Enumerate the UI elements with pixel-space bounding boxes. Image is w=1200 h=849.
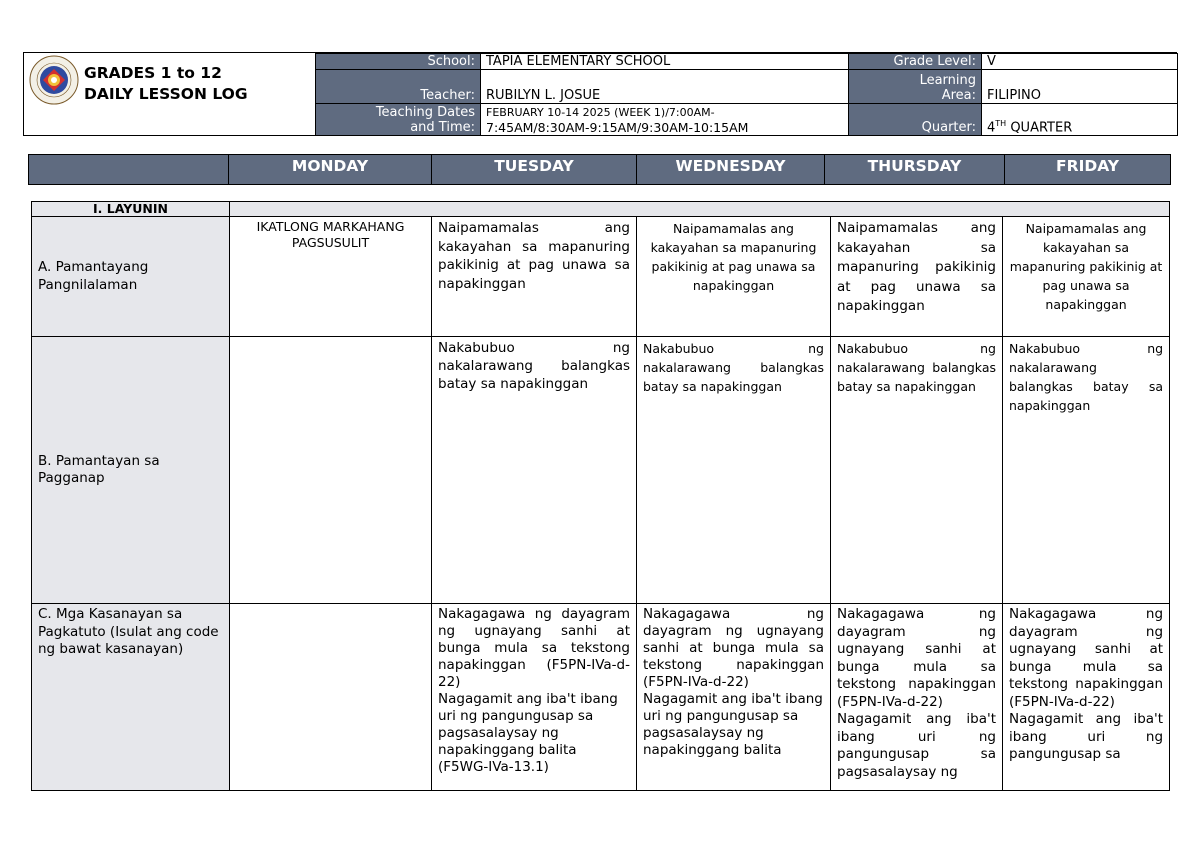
row-label-a: A. Pamantayang Pangnilalaman <box>32 217 230 337</box>
weekday-tuesday: TUESDAY <box>432 155 637 185</box>
weekday-monday: MONDAY <box>229 155 432 185</box>
cell-c-wednesday <box>637 604 831 791</box>
cell-c-tuesday-skill-2: Nagagamit ang iba't ibang uri ng pangungusap sa pagsasalaysay ng napakinggang balita (F5WG-IVa-13.1) <box>438 691 618 775</box>
row-mga-kasanayan-sa-pagkatuto <box>32 604 1170 791</box>
quarter-value <box>982 104 1178 136</box>
section-header-row <box>32 202 1170 217</box>
lesson-objectives-table <box>31 201 1170 791</box>
cell-a-wednesday: Naipamamalas ang kakayahan sa mapanuring pakikinig at pag unawa sa napakinggan <box>637 217 831 337</box>
row-pamantayang-pangnilalaman <box>32 217 1170 337</box>
cell-c-wednesday-skill-2: Nagagamit ang iba't ibang uri ng pangungusap sa pagsasalaysay ng napakinggang balita <box>643 691 823 758</box>
cell-b-monday <box>230 337 432 604</box>
weekday-header-blank <box>29 155 229 185</box>
cell-c-friday-skill-1: Nakagagawa ng dayagram ng ugnayang sanhi at bunga mula sa tekstong napakinggan (F5PN-IVa-d-22) <box>1009 606 1164 710</box>
teaching-dates-label <box>316 104 481 136</box>
cell-c-friday <box>1003 604 1170 791</box>
quarter-label: Quarter: <box>849 104 982 136</box>
quarter-number: 4 <box>987 120 996 135</box>
cell-c-wednesday-skill-1: Nakagagawa ng dayagram ng ugnayang sanhi at bunga mula sa tekstong napakinggan (F5PN-IVa-d-22) <box>643 606 824 690</box>
cell-c-thursday-skill-1: Nakagagawa ng dayagram ng ugnayang sanhi at bunga mula sa tekstong napakinggan (F5PN-IVa-d-22) <box>837 606 996 710</box>
cell-a-thursday: Naipamamalas ang kakayahan sa mapanuring pakikinig at pag unawa sa napakinggan <box>831 217 1003 337</box>
weekday-wednesday: WEDNESDAY <box>637 155 825 185</box>
quarter-text: QUARTER <box>1006 120 1073 135</box>
quarter-ordinal-suffix: TH <box>995 118 1007 128</box>
teaching-dates-value <box>481 104 849 136</box>
cell-c-tuesday-skill-1: Nakagagawa ng dayagram ng ugnayang sanhi at bunga mula sa tekstong napakinggan (F5PN-IVa-d-22) <box>438 606 630 690</box>
teacher-value: RUBILYN L. JOSUE <box>481 70 849 104</box>
cell-c-friday-skill-2: Nagagamit ang iba't ibang uri ng pangungusap sa <box>1009 711 1164 762</box>
grade-level-value: V <box>982 54 1178 70</box>
weekday-header-bar <box>28 154 1171 185</box>
teaching-dates-label-line-1: Teaching Dates <box>375 105 475 120</box>
cell-c-thursday-skill-2: Nagagamit ang iba't ibang uri ng pangungusap sa pagsasalaysay ng <box>837 711 996 780</box>
grade-level-label: Grade Level: <box>849 54 982 70</box>
cell-a-monday: IKATLONG MARKAHANG PAGSUSULIT <box>230 217 432 337</box>
school-value: TAPIA ELEMENTARY SCHOOL <box>481 54 849 70</box>
teaching-dates-label-line-2: and Time: <box>410 120 475 135</box>
section-header-fill <box>230 202 1170 217</box>
section-title: I. LAYUNIN <box>32 202 230 217</box>
row-label-b: B. Pamantayan sa Pagganap <box>32 337 230 604</box>
teaching-dates-value-line-1: FEBRUARY 10-14 2025 (WEEK 1)/7:00AM- <box>486 106 715 119</box>
cell-c-tuesday <box>432 604 637 791</box>
row-pamantayan-sa-pagganap <box>32 337 1170 604</box>
learning-area-label-line-2: Area: <box>941 88 976 103</box>
document-title <box>84 63 248 105</box>
header-info-grid <box>315 53 1178 136</box>
school-label: School: <box>316 54 481 70</box>
teacher-label: Teacher: <box>316 70 481 104</box>
cell-b-thursday: Nakabubuo ng nakalarawang balangkas batay sa napakinggan <box>831 337 1003 604</box>
lesson-log-header <box>23 52 1177 136</box>
title-line-1: GRADES 1 to 12 <box>84 64 222 82</box>
learning-area-value: FILIPINO <box>982 70 1178 104</box>
cell-c-thursday <box>831 604 1003 791</box>
cell-a-tuesday: Naipamamalas ang kakayahan sa mapanuring pakikinig at pag unawa sa napakinggan <box>432 217 637 337</box>
title-line-2: DAILY LESSON LOG <box>84 85 248 103</box>
deped-seal-icon <box>29 55 79 105</box>
weekday-thursday: THURSDAY <box>825 155 1005 185</box>
cell-c-monday <box>230 604 432 791</box>
row-label-c: C. Mga Kasanayan sa Pagkatuto (Isulat ang code ng bawat kasanayan) <box>32 604 230 791</box>
cell-b-wednesday: Nakabubuo ng nakalarawang balangkas batay sa napakinggan <box>637 337 831 604</box>
weekday-friday: FRIDAY <box>1005 155 1171 185</box>
learning-area-label <box>849 70 982 104</box>
cell-a-friday: Naipamamalas ang kakayahan sa mapanuring pakikinig at pag unawa sa napakinggan <box>1003 217 1170 337</box>
cell-b-tuesday: Nakabubuo ng nakalarawang balangkas batay sa napakinggan <box>432 337 637 604</box>
learning-area-label-line-1: Learning <box>919 73 976 88</box>
teaching-dates-value-line-2: 7:45AM/8:30AM-9:15AM/9:30AM-10:15AM <box>486 120 749 135</box>
cell-b-friday: Nakabubuo ng nakalarawang balangkas batay sa napakinggan <box>1003 337 1170 604</box>
